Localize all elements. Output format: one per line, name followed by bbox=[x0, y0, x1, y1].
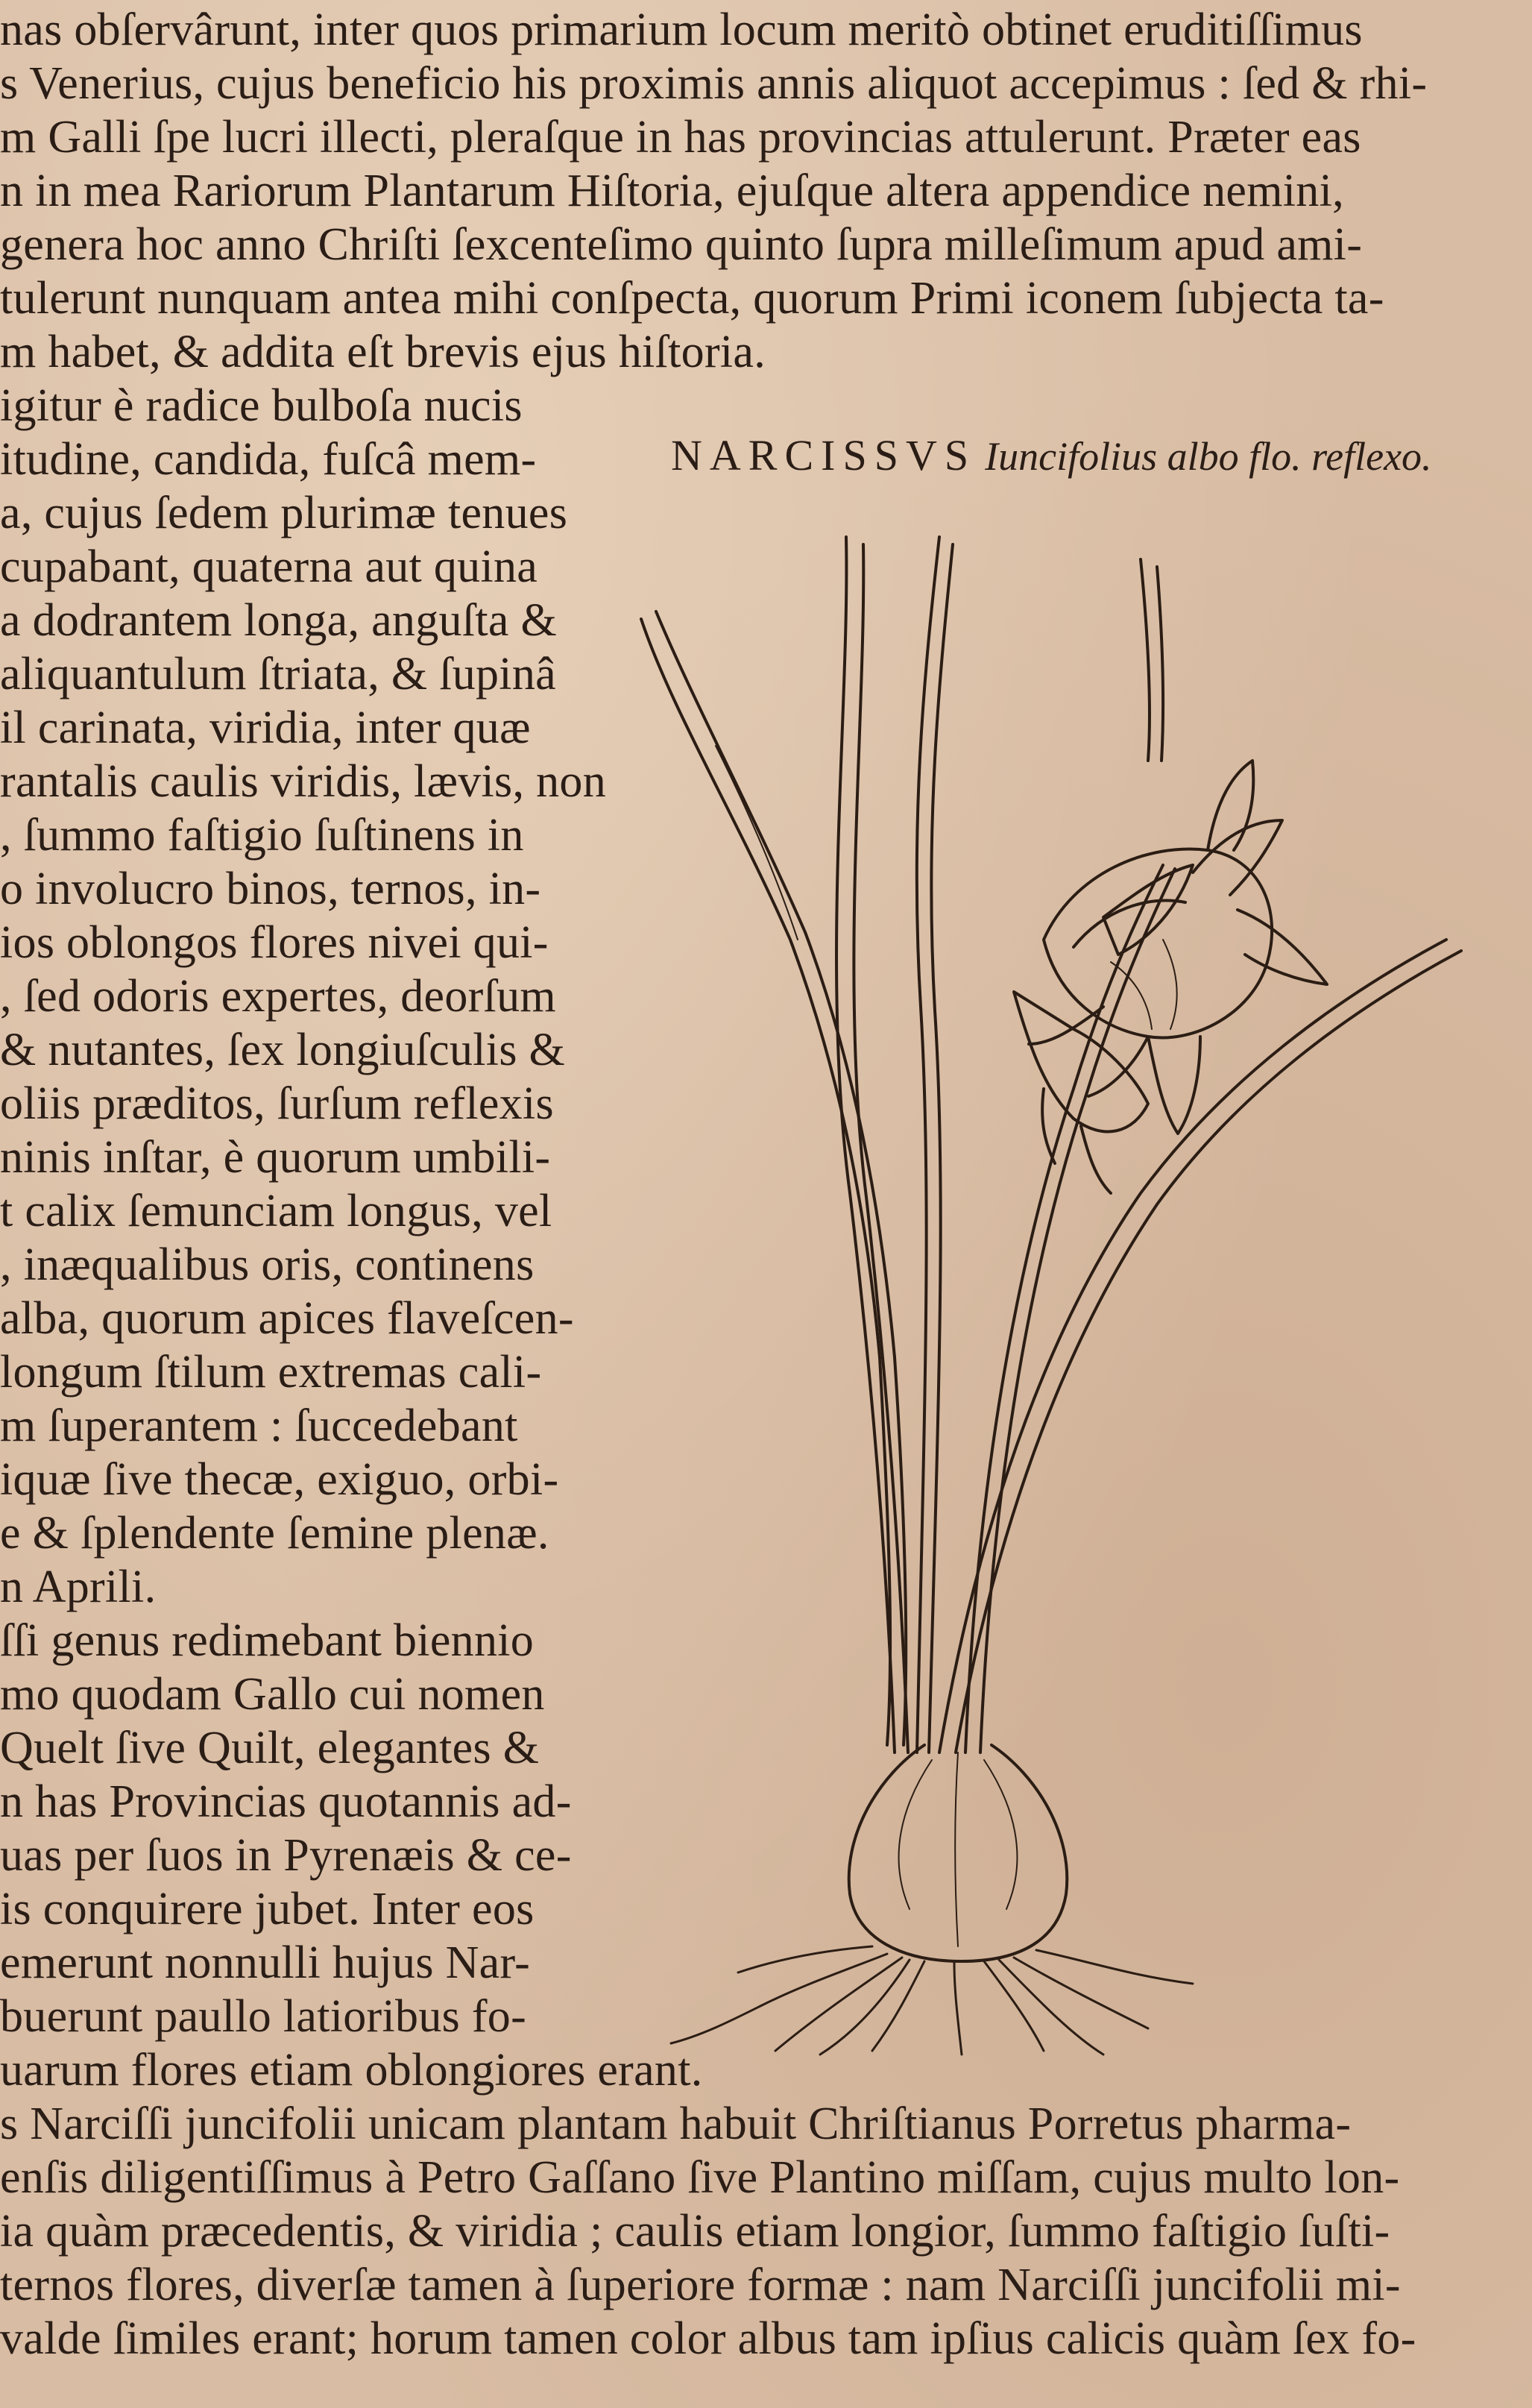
roots bbox=[671, 1946, 1193, 2055]
leaf-left bbox=[641, 612, 906, 1745]
text-line: o involucro binos, ternos, in- bbox=[0, 864, 541, 914]
text-line: is conquirere jubet. Inter eos bbox=[0, 1884, 535, 1934]
text-line: nas obſervârunt, inter quos primarium locum meritò obtinet eruditiſſimus bbox=[0, 4, 1363, 55]
text-line: longum ſtilum extremas cali- bbox=[0, 1347, 542, 1398]
text-line: e & ſplendente ſemine plenæ. bbox=[0, 1508, 549, 1559]
flower-head bbox=[1029, 761, 1327, 1134]
text-line: enſis diligentiſſimus à Petro Gaſſano ſive Plantino miſſam, cujus multo lon- bbox=[0, 2152, 1400, 2203]
text-line: iquæ ſive thecæ, exiguo, orbi- bbox=[0, 1454, 559, 1505]
text-line: alba, quorum apices flaveſcen- bbox=[0, 1293, 574, 1344]
text-line: ia quàm præcedentis, & viridia ; caulis etiam longior, ſummo faſtigio ſuſti- bbox=[0, 2206, 1390, 2257]
text-line: il carinata, viridia, inter quæ bbox=[0, 702, 531, 753]
text-line: m ſuperantem : ſuccedebant bbox=[0, 1401, 518, 1451]
text-line: tulerunt nunquam antea mihi conſpecta, quorum Primi iconem ſubjecta ta- bbox=[0, 273, 1384, 324]
bulb bbox=[849, 1745, 1068, 1961]
text-line: , ſed odoris expertes, deorſum bbox=[0, 971, 556, 1022]
text-line: Quelt ſive Quilt, elegantes & bbox=[0, 1723, 540, 1773]
leaf-center bbox=[836, 537, 908, 1752]
text-line: oliis præditos, ſurſum reflexis bbox=[0, 1078, 554, 1129]
text-line: mo quodam Gallo cui nomen bbox=[0, 1669, 545, 1720]
leaf-tall bbox=[917, 537, 953, 1752]
text-line: m habet, & addita eſt brevis ejus hiſtoria. bbox=[0, 327, 766, 377]
text-line: aliquantulum ſtriata, & ſupinâ bbox=[0, 649, 556, 700]
figure-caption bbox=[671, 431, 1432, 481]
text-line: buerunt paullo latioribus fo- bbox=[0, 1991, 527, 2042]
text-line: a, cujus ſedem plurimæ tenues bbox=[0, 488, 568, 538]
text-line: a dodrantem longa, anguſta & bbox=[0, 595, 558, 646]
text-line: ninis inſtar, è quorum umbili- bbox=[0, 1132, 551, 1183]
text-line: n Aprili. bbox=[0, 1562, 157, 1612]
text-line: s Venerius, cujus beneficio his proximis annis aliquot accepimus : ſed & rhi- bbox=[0, 58, 1428, 109]
leaf-short bbox=[1141, 559, 1163, 761]
caption-name: NARCISSVS bbox=[671, 431, 977, 480]
text-line: , inæqualibus oris, continens bbox=[0, 1239, 535, 1290]
text-line: s Narciſſi juncifolii unicam plantam habuit Chriſtianus Porretus pharma- bbox=[0, 2099, 1352, 2149]
text-line: emerunt nonnulli hujus Nar- bbox=[0, 1937, 531, 1988]
text-line: itudine, candida, fuſcâ mem- bbox=[0, 434, 537, 485]
spathe bbox=[1103, 865, 1193, 955]
text-line: n in mea Rariorum Plantarum Hiſtoria, ejuſque altera appendice nemini, bbox=[0, 166, 1344, 216]
text-line: uarum flores etiam oblongiores erant. bbox=[0, 2045, 703, 2096]
caption-description: Iuncifolius albo flo. reflexo. bbox=[985, 434, 1432, 479]
text-line: igitur è radice bulboſa nucis bbox=[0, 380, 523, 431]
narcissus-woodcut-illustration bbox=[626, 522, 1476, 2058]
text-line: valde ſimiles erant; horum tamen color albus tam ipſius calicis quàm ſex fo- bbox=[0, 2313, 1416, 2364]
text-line: rantalis caulis viridis, lævis, non bbox=[0, 756, 606, 807]
text-line: genera hoc anno Chriſti ſexcenteſimo quinto ſupra milleſimum apud ami- bbox=[0, 219, 1363, 270]
text-line: uas per ſuos in Pyrenæis & ce- bbox=[0, 1830, 572, 1881]
text-line: ios oblongos flores nivei qui- bbox=[0, 917, 549, 968]
text-line: t calix ſemunciam longus, vel bbox=[0, 1186, 552, 1236]
text-line: ternos flores, diverſæ tamen à ſuperiore formæ : nam Narciſſi juncifolii mi- bbox=[0, 2260, 1401, 2310]
text-line: , ſummo faſtigio ſuſtinens in bbox=[0, 810, 524, 861]
text-line: & nutantes, ſex longiuſculis & bbox=[0, 1025, 566, 1075]
text-line: m Galli ſpe lucri illecti, pleraſque in has provincias attulerunt. Præter eas bbox=[0, 112, 1361, 163]
text-line: n has Provincias quotannis ad- bbox=[0, 1776, 572, 1827]
text-line: ſſi genus redimebant biennio bbox=[0, 1615, 535, 1666]
text-line: cupabant, quaterna aut quina bbox=[0, 541, 538, 592]
